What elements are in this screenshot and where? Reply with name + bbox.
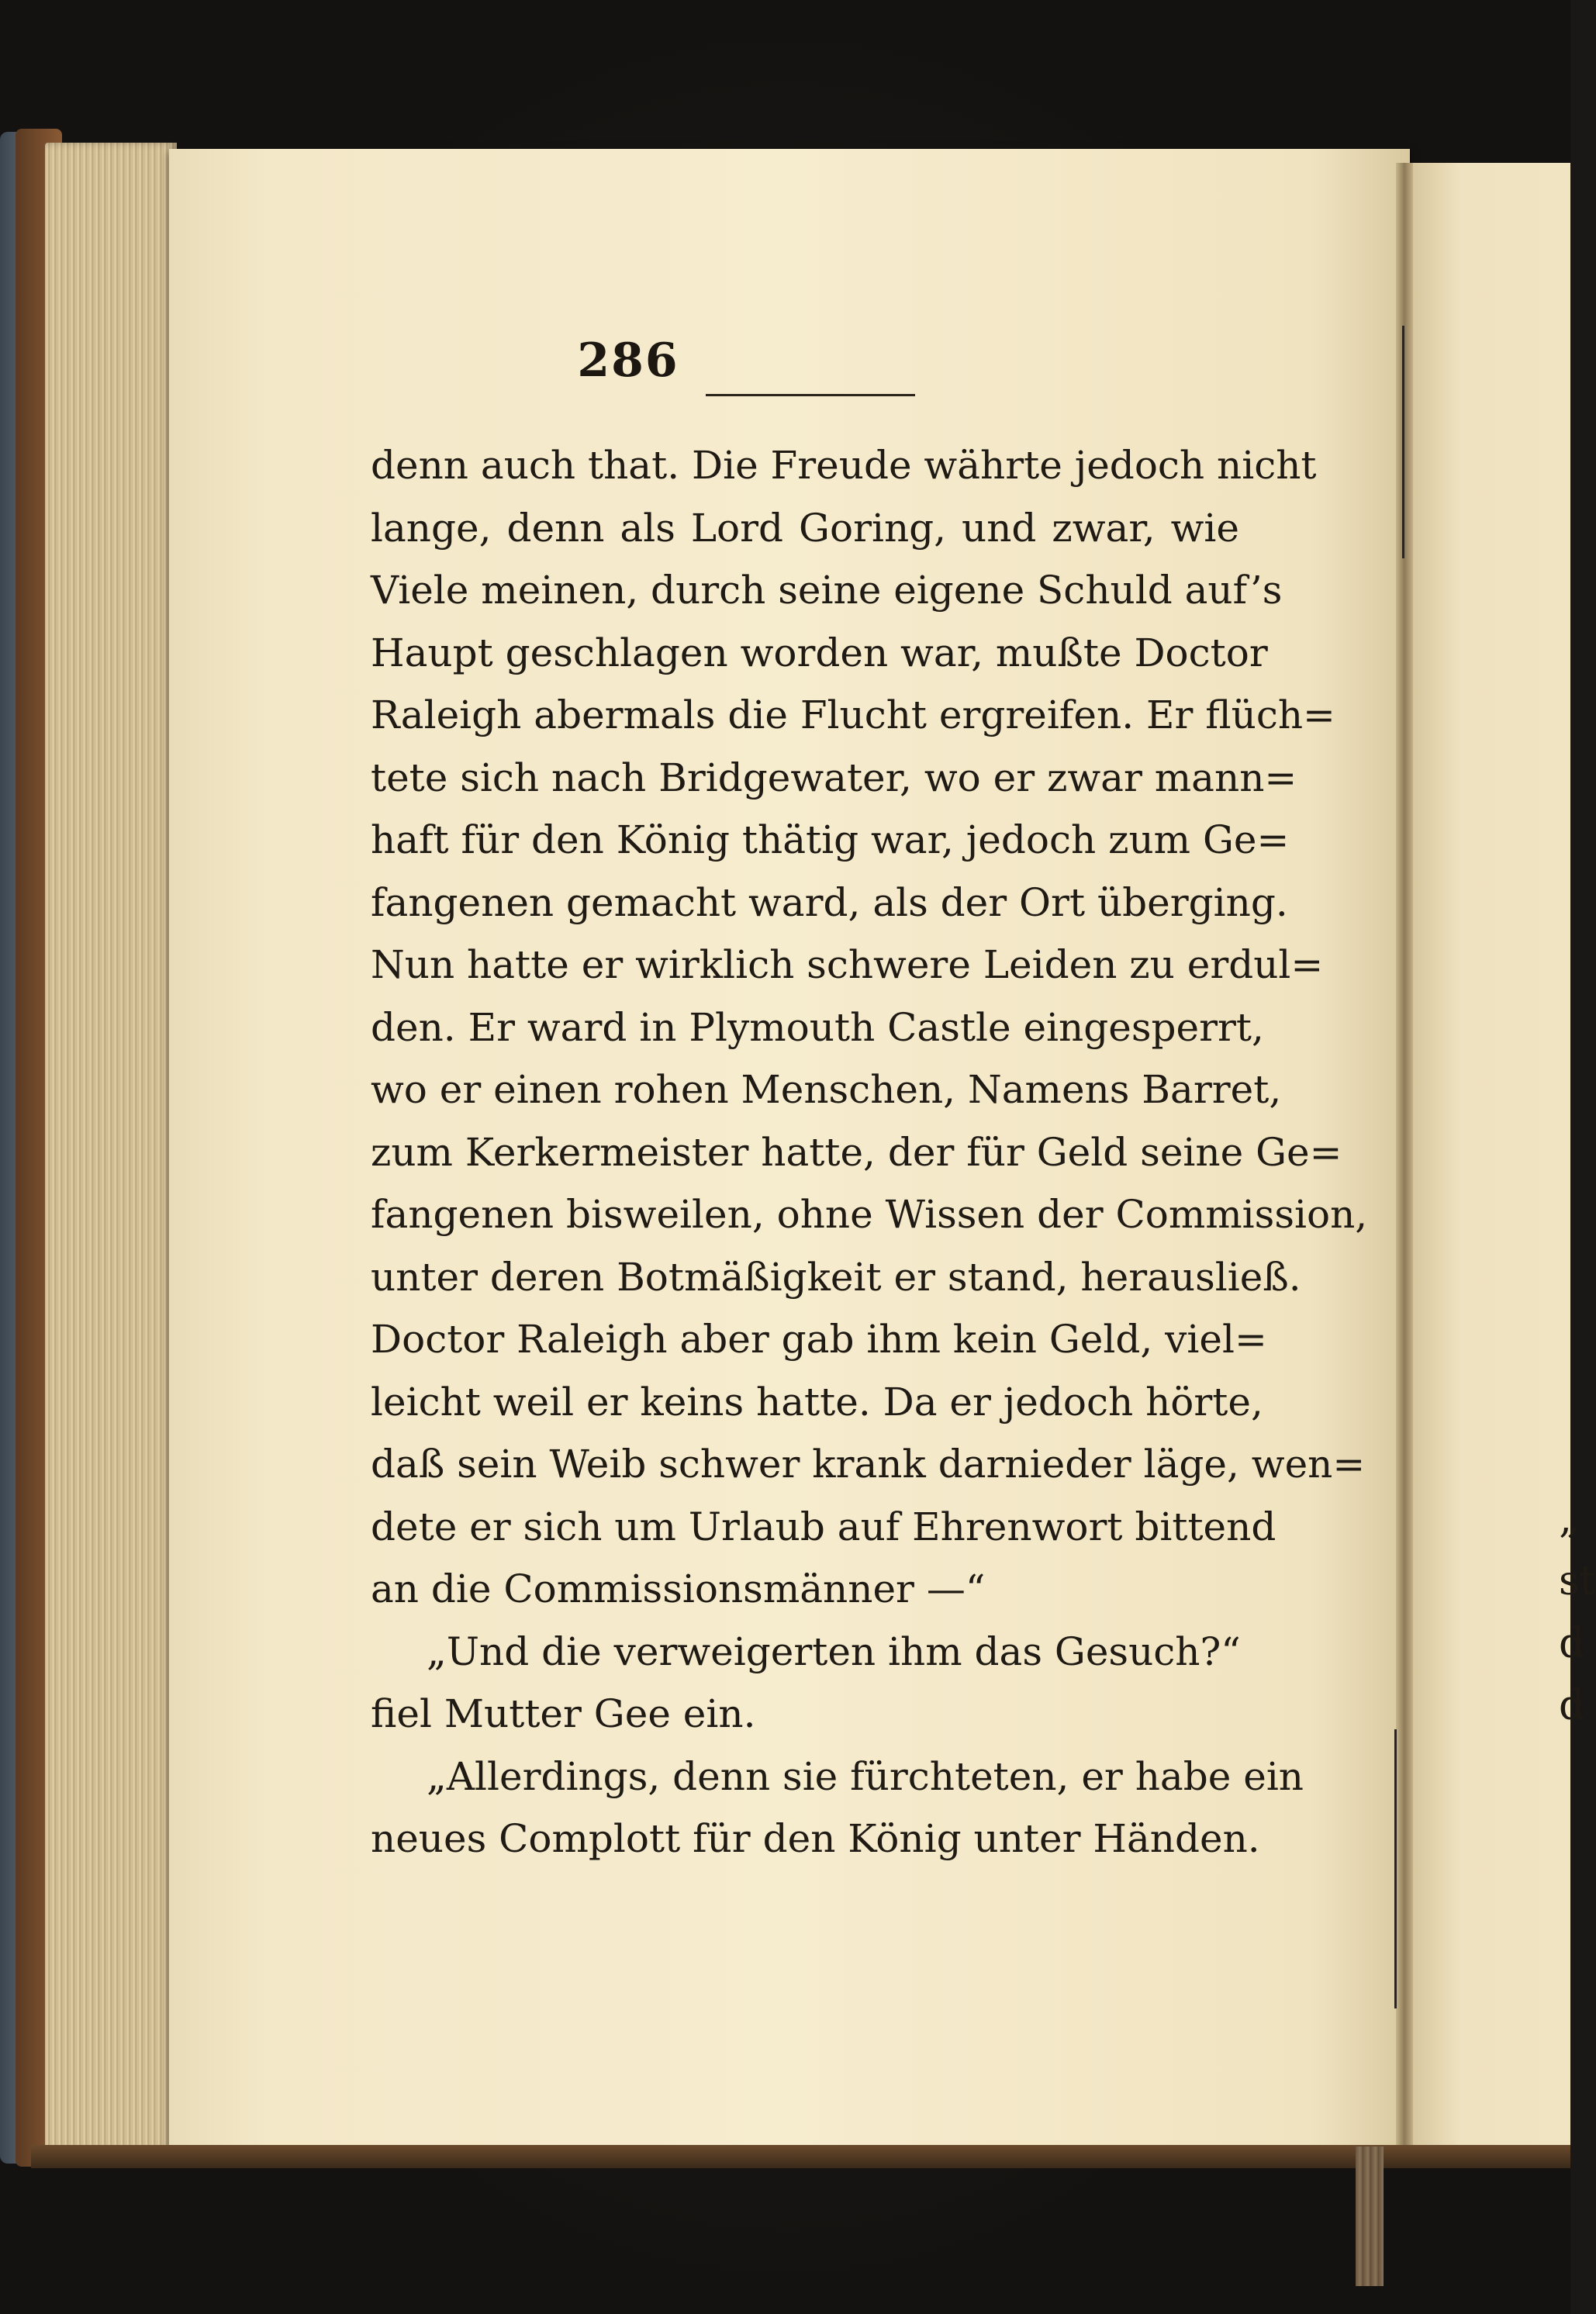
text-line: an die Commissionsmänner —“	[371, 1566, 986, 1611]
text-line: Haupt geschlagen worden war, mußte Doctor	[371, 630, 1268, 675]
text-line: den. Er ward in Plymouth Castle eingesperrt,	[371, 1004, 1264, 1050]
book-gutter	[1396, 163, 1413, 2148]
text-line: daß sein Weib schwer krank darnieder läge, wen=	[371, 1442, 1366, 1487]
page-number-rule	[706, 394, 915, 396]
facing-page-fragment: d	[1559, 1620, 1585, 1667]
text-line: fangenen bisweilen, ohne Wissen der Commission,	[371, 1192, 1368, 1237]
text-line: haft für den König thätig war, jedoch zum Ge=	[371, 817, 1290, 862]
text-line: „Und die verweigerten ihm das Gesuch?“	[427, 1628, 1241, 1674]
text-line: denn auch that. Die Freude währte jedoch nicht	[371, 443, 1317, 488]
right-page-partial	[1413, 163, 1570, 2148]
facing-page-fragment: d	[1559, 1683, 1585, 1729]
text-line: Nun hatte er wirklich schwere Leiden zu erdul=	[371, 942, 1324, 987]
text-line: fiel Mutter Gee ein.	[371, 1691, 756, 1736]
bookmark-ribbon	[1356, 2146, 1384, 2286]
page-text	[371, 434, 1368, 1870]
text-line: dete er sich um Urlaub auf Ehrenwort bittend	[371, 1504, 1276, 1549]
gutter-thread-mark	[1394, 1729, 1397, 2008]
text-line: Viele meinen, durch seine eigene Schuld auf’s	[371, 568, 1283, 613]
text-line: zum Kerkermeister hatte, der für Geld seine Ge=	[371, 1129, 1342, 1175]
page-number: 286	[577, 333, 679, 388]
text-line: Raleigh abermals die Flucht ergreifen. Er flüch=	[371, 692, 1335, 737]
text-line: neues Complott für den König unter Händen.	[371, 1816, 1260, 1861]
text-line: „Allerdings, denn sie fürchteten, er habe ein	[427, 1753, 1304, 1799]
text-line: leicht weil er keins hatte. Da er jedoch hörte,	[371, 1379, 1263, 1425]
text-line: fangenen gemacht ward, als der Ort überging.	[371, 879, 1288, 925]
text-line: unter deren Botmäßigkeit er stand, herausließ.	[371, 1254, 1301, 1300]
text-line: tete sich nach Bridgewater, wo er zwar mann=	[371, 755, 1297, 800]
book-bottom-board	[31, 2145, 1570, 2168]
page-edges-stack	[45, 143, 177, 2156]
text-line: wo er einen rohen Menschen, Namens Barret,	[371, 1067, 1282, 1112]
text-line: Doctor Raleigh aber gab ihm kein Geld, viel=	[371, 1317, 1267, 1362]
facing-page-fragment: st	[1559, 1558, 1596, 1604]
gutter-thread-mark	[1402, 326, 1404, 558]
facing-page-fragment: „	[1559, 1495, 1580, 1542]
text-line: lange, denn als Lord Goring, und zwar, wie	[371, 505, 1239, 551]
